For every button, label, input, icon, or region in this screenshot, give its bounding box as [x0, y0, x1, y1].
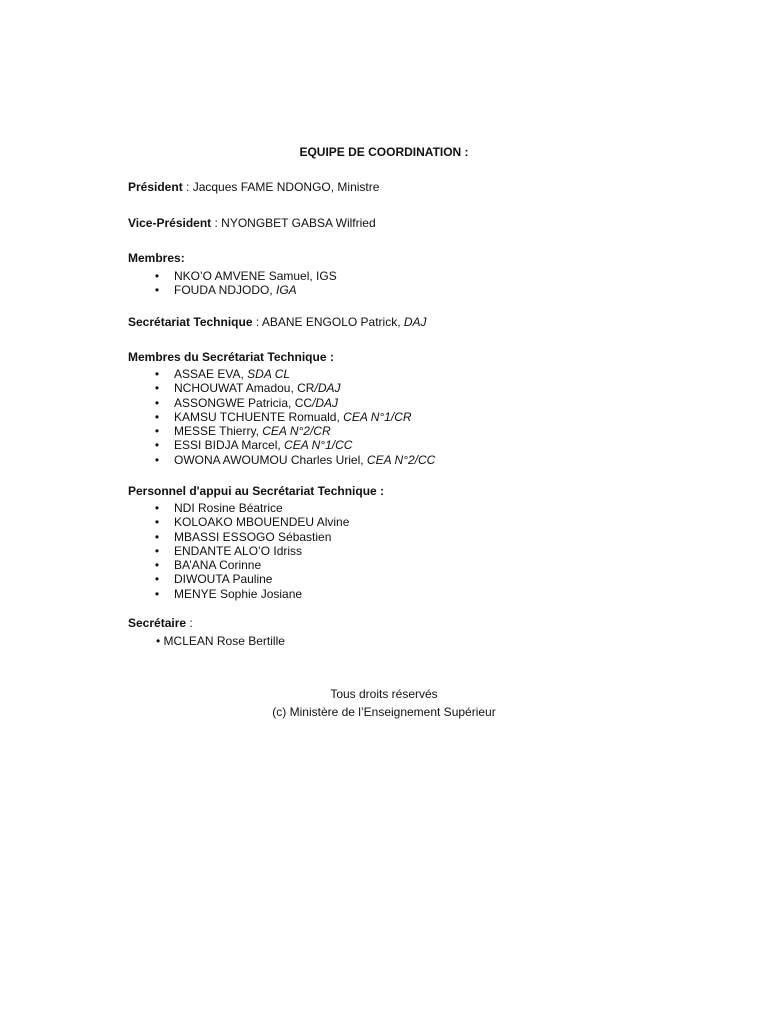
member-name: NCHOUWAT Amadou, CR [174, 381, 315, 396]
member-role: /DAJ [314, 381, 341, 396]
list-item [152, 424, 435, 438]
bullet-icon: • [154, 529, 160, 544]
secretaire-separator: : [186, 616, 193, 630]
personnel-name: MENYE Sophie Josiane [174, 586, 303, 601]
bullet-icon: • [154, 515, 160, 530]
member-name: ASSONGWE Patricia, CC [174, 395, 313, 410]
member-role: SDA CL [247, 367, 291, 381]
list-item [152, 396, 435, 410]
membres-list [152, 269, 337, 298]
personnel-list [152, 501, 349, 601]
list-item [152, 530, 349, 544]
vice-president-separator: : [211, 216, 222, 230]
bullet-icon: • [154, 543, 160, 558]
footer-copyright: (c) Ministère de l’Enseignement Supérieur [272, 705, 496, 719]
list-item [152, 572, 349, 586]
bullet-icon: • [154, 424, 160, 439]
document-title: EQUIPE DE COORDINATION : [299, 145, 469, 159]
list-item [152, 587, 349, 601]
member-name: NKO’O AMVENE Samuel, IGS [174, 269, 337, 283]
member-name: KAMSU TCHUENTE Romuald, [174, 409, 344, 424]
member-role: CEA N°2/CR [262, 424, 331, 439]
bullet-icon: • [154, 438, 160, 453]
vice-president-line [128, 216, 376, 230]
member-role: CEA N°1/CC [284, 438, 353, 453]
list-item [152, 501, 349, 515]
list-item [152, 453, 435, 467]
member-name: ASSAE EVA, [174, 367, 248, 381]
secretaire-heading [128, 616, 193, 630]
bullet-icon: • [154, 572, 160, 587]
member-role: CEA N°1/CR [343, 409, 412, 424]
bullet-icon: • [154, 269, 160, 283]
list-item [152, 269, 337, 283]
secretariat-label: Secrétariat Technique [128, 315, 253, 329]
bullet-icon: • [154, 381, 160, 396]
personnel-name: DIWOUTA Pauline [174, 572, 273, 587]
personnel-heading: Personnel d'appui au Secrétariat Technique : [128, 484, 385, 498]
bullet-icon: • [154, 409, 160, 424]
personnel-name: KOLOAKO MBOUENDEU Alvine [174, 515, 350, 530]
bullet-icon: • [154, 367, 160, 381]
president-value: Jacques FAME NDONGO, Ministre [192, 180, 380, 194]
membres-secretariat-list [152, 367, 435, 467]
secretaire-item: • MCLEAN Rose Bertille [156, 634, 285, 648]
president-label: Président [128, 180, 183, 194]
list-item [152, 283, 337, 297]
list-item [152, 381, 435, 395]
member-role: /DAJ [312, 395, 339, 410]
membres-heading: Membres: [128, 251, 185, 265]
bullet-icon: • [154, 283, 160, 298]
vice-president-value: NYONGBET GABSA Wilfried [221, 216, 376, 230]
bullet-icon: • [154, 558, 160, 573]
vice-president-label: Vice-Président [128, 216, 212, 230]
president-separator: : [182, 180, 193, 194]
member-role: IGA [276, 283, 297, 298]
member-name: FOUDA NDJODO, [174, 283, 277, 298]
list-item [152, 438, 435, 452]
personnel-name: MBASSI ESSOGO Sébastien [174, 529, 332, 544]
bullet-icon: • [154, 501, 160, 515]
secretariat-role: DAJ [403, 315, 427, 329]
secretariat-separator: : [252, 315, 262, 329]
personnel-name: BA’ANA Corinne [174, 558, 262, 573]
member-name: MESSE Thierry, [174, 424, 263, 439]
footer-rights: Tous droits réservés [330, 687, 438, 701]
bullet-icon: • [154, 395, 160, 410]
personnel-name: NDI Rosine Béatrice [174, 501, 283, 515]
secretariat-value: ABANE ENGOLO Patrick, [261, 315, 404, 329]
member-name: OWONA AWOUMOU Charles Uriel, [174, 452, 367, 467]
secretaire-label: Secrétaire [128, 616, 187, 630]
list-item [152, 410, 435, 424]
president-line [128, 180, 379, 194]
member-name: ESSI BIDJA Marcel, [174, 438, 285, 453]
member-role: CEA N°2/CC [366, 452, 436, 467]
bullet-icon: • [154, 586, 160, 601]
secretariat-line [128, 315, 427, 329]
bullet-icon: • [154, 452, 160, 467]
list-item [152, 515, 349, 529]
personnel-name: ENDANTE ALO’O Idriss [174, 543, 303, 558]
list-item [152, 367, 435, 381]
list-item [152, 558, 349, 572]
list-item [152, 544, 349, 558]
membres-secretariat-heading: Membres du Secrétariat Technique : [128, 350, 334, 364]
